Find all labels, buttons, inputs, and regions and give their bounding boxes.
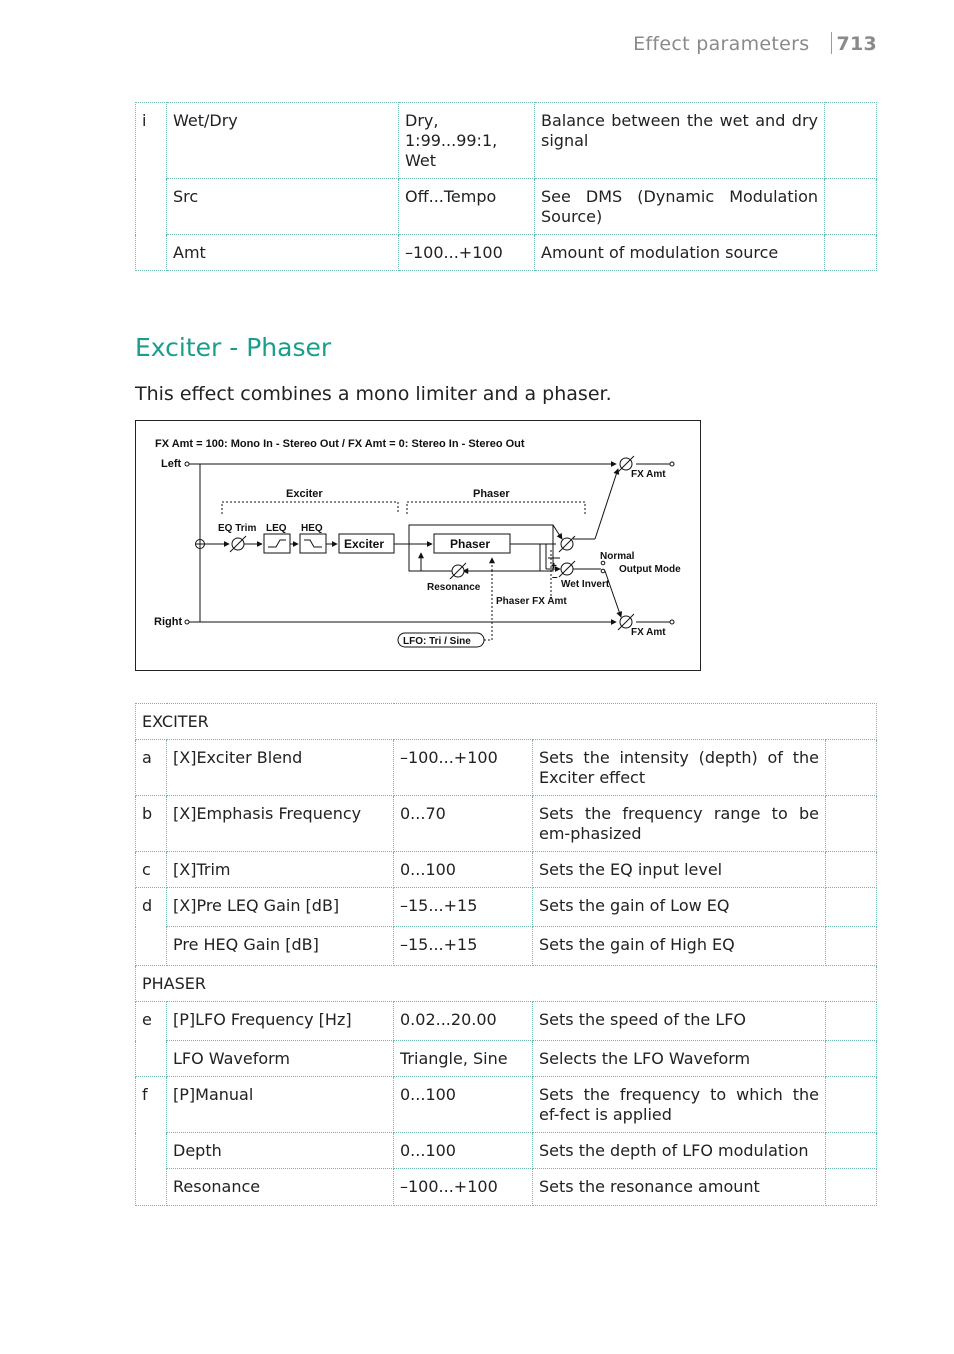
row-letter: d — [136, 888, 167, 927]
param-range: 0...70 — [394, 796, 533, 852]
param-name: [P]Manual — [167, 1077, 394, 1133]
param-desc: Sets the EQ input level — [533, 852, 826, 888]
param-desc: Sets the speed of the LFO — [533, 1002, 826, 1041]
page-header — [633, 32, 877, 55]
param-name: [X]Emphasis Frequency — [167, 796, 394, 852]
param-name: [P]LFO Frequency [Hz] — [167, 1002, 394, 1041]
label-output-mode: Output Mode — [619, 564, 681, 575]
param-range: Dry, 1:99...99:1, Wet — [399, 103, 535, 179]
param-name: Wet/Dry — [167, 103, 399, 179]
blank-cell — [825, 235, 877, 271]
table-row — [136, 740, 877, 796]
diagram-canvas — [136, 421, 702, 672]
label-wet-invert: Wet Invert — [561, 579, 610, 590]
row-letter: a — [136, 740, 167, 796]
blank-cell — [826, 1077, 877, 1133]
table-row — [136, 888, 877, 927]
blank-cell — [825, 103, 877, 179]
param-desc: Selects the LFO Waveform — [533, 1041, 826, 1077]
row-letter: c — [136, 852, 167, 888]
section-row — [136, 704, 877, 740]
blank-cell — [825, 179, 877, 235]
label-heq: HEQ — [301, 523, 323, 534]
table-row — [136, 927, 877, 966]
row-letter — [136, 235, 167, 271]
blank-cell — [826, 1041, 877, 1077]
blank-cell — [826, 927, 877, 966]
section-row — [136, 966, 877, 1002]
section-exciter: EXCITER — [136, 704, 877, 740]
table-row — [136, 1077, 877, 1133]
exciter-block-label: Exciter — [344, 537, 385, 551]
param-name: [X]Trim — [167, 852, 394, 888]
param-name: [X]Exciter Blend — [167, 740, 394, 796]
param-desc: Sets the depth of LFO modulation — [533, 1133, 826, 1169]
param-desc: Amount of modulation source — [535, 235, 825, 271]
param-name: Depth — [167, 1133, 394, 1169]
param-desc: Sets the frequency to which the ef-fect is applied — [533, 1077, 826, 1133]
section-name: Effect parameters — [633, 33, 810, 55]
param-name: Pre HEQ Gain [dB] — [167, 927, 394, 966]
param-range: 0.02...20.00 — [394, 1002, 533, 1041]
effect-title: Exciter - Phaser — [135, 333, 332, 362]
row-letter — [136, 1041, 167, 1077]
label-exciter-group: Exciter — [286, 488, 323, 500]
param-desc: Sets the frequency range to be em-phasized — [533, 796, 826, 852]
blank-cell — [826, 852, 877, 888]
label-right: Right — [154, 616, 183, 628]
blank-cell — [826, 1169, 877, 1206]
row-letter — [136, 179, 167, 235]
param-range: –100...+100 — [399, 235, 535, 271]
param-range: Triangle, Sine — [394, 1041, 533, 1077]
blank-cell — [826, 1133, 877, 1169]
signal-flow-diagram — [135, 420, 701, 671]
label-left: Left — [161, 458, 182, 470]
param-range: 0...100 — [394, 1077, 533, 1133]
row-letter — [136, 927, 167, 966]
row-letter — [136, 1133, 167, 1169]
blank-cell — [826, 888, 877, 927]
param-range: Off...Tempo — [399, 179, 535, 235]
label-plus: + — [551, 561, 557, 572]
label-leq: LEQ — [266, 523, 287, 534]
row-letter: b — [136, 796, 167, 852]
diagram-header: FX Amt = 100: Mono In - Stereo Out / FX Amt = 0: Stereo In - Stereo Out — [155, 438, 525, 450]
section-phaser: PHASER — [136, 966, 877, 1002]
param-desc: Sets the resonance amount — [533, 1169, 826, 1206]
page-number: 713 — [836, 33, 877, 55]
param-name: Resonance — [167, 1169, 394, 1206]
row-letter: i — [136, 103, 167, 179]
param-desc: Sets the gain of Low EQ — [533, 888, 826, 927]
param-desc: See DMS (Dynamic Modulation Source) — [535, 179, 825, 235]
phaser-block-label: Phaser — [450, 537, 491, 551]
table-row — [136, 1169, 877, 1206]
blank-cell — [826, 796, 877, 852]
row-letter: f — [136, 1077, 167, 1133]
top-param-table — [135, 102, 877, 271]
label-minus: – — [552, 572, 558, 583]
blank-cell — [826, 1002, 877, 1041]
label-fx-amt-bottom: FX Amt — [631, 627, 666, 638]
label-resonance: Resonance — [427, 582, 481, 593]
table-row — [136, 103, 877, 179]
param-name: Amt — [167, 235, 399, 271]
param-range: 0...100 — [394, 1133, 533, 1169]
table-row — [136, 796, 877, 852]
label-normal: Normal — [600, 551, 635, 562]
label-phaser-group: Phaser — [473, 488, 510, 500]
param-range: –100...+100 — [394, 1169, 533, 1206]
label-eq-trim: EQ Trim — [218, 523, 257, 534]
param-name: Src — [167, 179, 399, 235]
row-letter: e — [136, 1002, 167, 1041]
row-letter — [136, 1169, 167, 1206]
label-fx-amt-top: FX Amt — [631, 469, 666, 480]
param-range: –15...+15 — [394, 927, 533, 966]
main-param-table — [135, 703, 877, 1206]
table-row — [136, 1002, 877, 1041]
table-row — [136, 235, 877, 271]
param-name: [X]Pre LEQ Gain [dB] — [167, 888, 394, 927]
table-row — [136, 852, 877, 888]
header-divider — [831, 32, 832, 54]
param-range: –100...+100 — [394, 740, 533, 796]
table-row — [136, 1041, 877, 1077]
param-desc: Balance between the wet and dry signal — [535, 103, 825, 179]
label-phaser-fx-amt: Phaser FX Amt — [496, 596, 567, 607]
table-row — [136, 1133, 877, 1169]
param-desc: Sets the gain of High EQ — [533, 927, 826, 966]
param-range: –15...+15 — [394, 888, 533, 927]
effect-intro: This effect combines a mono limiter and a phaser. — [135, 383, 612, 405]
param-name: LFO Waveform — [167, 1041, 394, 1077]
param-desc: Sets the intensity (depth) of the Exciter effect — [533, 740, 826, 796]
param-range: 0...100 — [394, 852, 533, 888]
blank-cell — [826, 740, 877, 796]
label-lfo: LFO: Tri / Sine — [403, 636, 471, 647]
table-row — [136, 179, 877, 235]
